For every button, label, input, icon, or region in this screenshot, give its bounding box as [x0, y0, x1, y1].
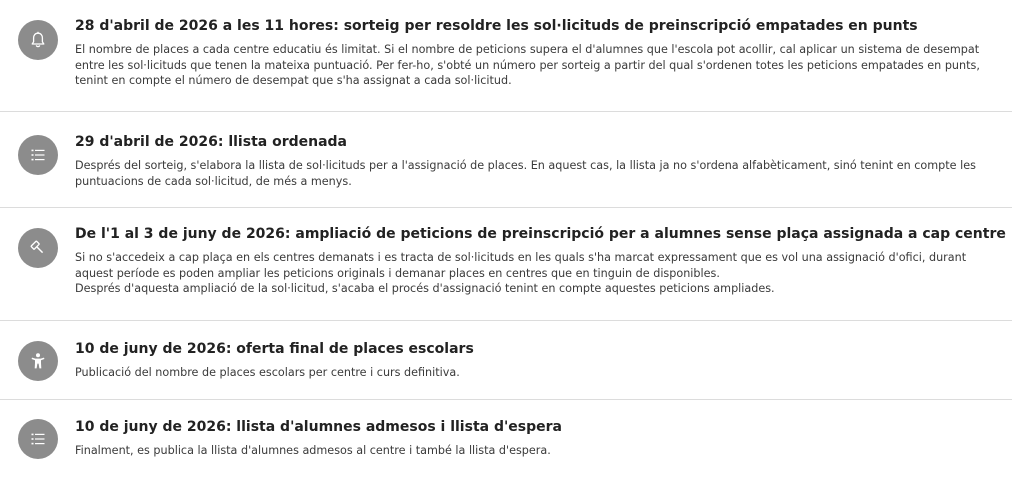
step-description: El nombre de places a cada centre educatiu és limitat. Si el nombre de peticions supera el d'alumnes que l'escola pot acollir, cal aplicar un sistema de desempat entre les sol·licituds que tenen la mateixa puntuació. Per fer-ho, s'obté un número per sorteig a partir del qual s'ordenen totes les peticions empatades en punts, tenint en compte el número de desempat que s'ha assignat a cada sol·licitud. [75, 43, 980, 88]
timeline-step-ordered-list [0, 112, 1012, 208]
timeline-step-request-extension [0, 208, 1012, 321]
bell-icon [18, 20, 58, 60]
step-title: De l'1 al 3 de juny de 2026: ampliació de peticions de preinscripció per a alumnes sense plaça assignada a cap centre [75, 226, 1006, 242]
list-icon [18, 135, 58, 175]
step-description: Després del sorteig, s'elabora la llista de sol·licituds per a l'assignació de places. En aquest cas, la llista ja no s'ordena alfabèticament, sinó tenint en compte les puntuacions de cada sol·licitud, de més a menys. [75, 159, 976, 188]
step-title: 10 de juny de 2026: llista d'alumnes admesos i llista d'espera [75, 419, 562, 435]
child-icon [18, 341, 58, 381]
step-title: 29 d'abril de 2026: llista ordenada [75, 134, 348, 150]
step-description: Finalment, es publica la llista d'alumnes admesos al centre i també la llista d'espera. [75, 444, 551, 457]
list-icon [18, 419, 58, 459]
step-title: 28 d'abril de 2026 a les 11 hores: sorteig per resoldre les sol·licituds de preinscripció empatades en punts [75, 18, 918, 34]
timeline-step-final-offer [0, 321, 1012, 400]
timeline-step-admitted-list [0, 400, 1012, 495]
step-description: Publicació del nombre de places escolars per centre i curs definitiva. [75, 366, 460, 379]
gavel-icon [18, 228, 58, 268]
timeline-step-lottery [0, 0, 1012, 112]
step-description-extra: Després d'aquesta ampliació de la sol·licitud, s'acaba el procés d'assignació tenint en compte aquestes peticions ampliades. [75, 282, 775, 296]
step-title: 10 de juny de 2026: oferta final de places escolars [75, 341, 474, 357]
step-description: Si no s'accedeix a cap plaça en els centres demanats i es tracta de sol·licituds en les quals s'ha marcat expressament que es vol una assignació d'ofici, durant aquest període es poden ampliar les peticions originals i demanar places en centres que en tinguin de disponibles. [75, 251, 967, 280]
